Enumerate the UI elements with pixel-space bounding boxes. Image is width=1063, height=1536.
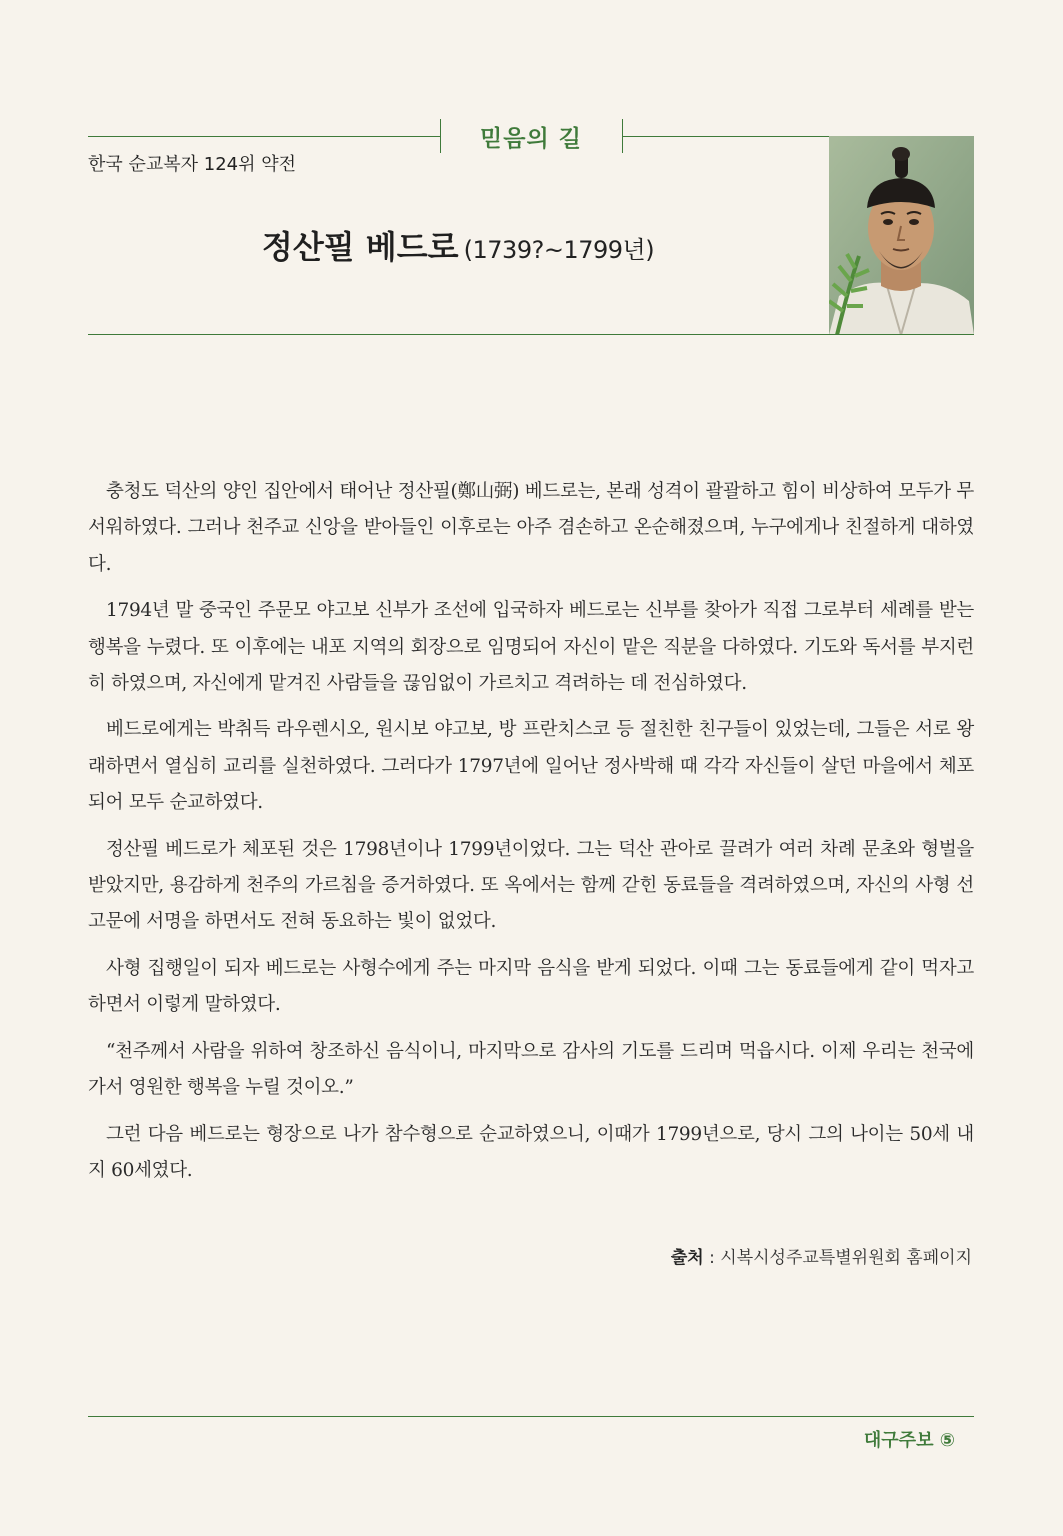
portrait-illustration — [829, 136, 974, 335]
source-text: 시복시성주교특별위원회 홈페이지 — [720, 1248, 972, 1268]
header-rule-left — [88, 136, 440, 137]
paragraph: 베드로에게는 박취득 라우렌시오, 원시보 야고보, 방 프란치스코 등 절친한 친구들이 있었는데, 그들은 서로 왕래하면서 열심히 교리를 실천하였다. 그러다가 1797년에 일어난 정사박해 때 각각 자신들이 살던 마을에서 체포되어 모두 순교하였다. — [88, 719, 974, 814]
paragraph: 사형 집행일이 되자 베드로는 사형수에게 주는 마지막 음식을 받게 되었다. 이때 그는 동료들에게 같이 먹자고 하면서 이렇게 말하였다. — [88, 957, 974, 1016]
paragraph: 충청도 덕산의 양인 집안에서 태어난 정산필(鄭山弼) 베드로는, 본래 성격이 괄괄하고 힘이 비상하여 모두가 무서워하였다. 그러나 천주교 신앙을 받아들인 이후로는 아주 겸손하고 온순해졌으며, 누구에게나 친절하게 대하였다. — [88, 481, 974, 575]
saint-years: (1739?~1799년) — [463, 236, 655, 264]
paragraph: 정산필 베드로가 체포된 것은 1798년이나 1799년이었다. 그는 덕산 관아로 끌려가 여러 차례 문초와 형벌을 받았지만, 용감하게 천주의 가르침을 증거하였다. 또 옥에서는 함께 갇힌 동료들을 격려하였으며, 자신의 사형 선고문에 서명을 하면서도 전혀 동요하는 빛이 없었다. — [88, 838, 974, 933]
source-separator: : — [703, 1248, 721, 1268]
article-title — [88, 222, 828, 268]
series-title: 한국 순교복자 124위 약전 — [88, 154, 297, 175]
footer — [864, 1426, 955, 1452]
footer-rule — [88, 1416, 974, 1417]
article-body — [88, 474, 974, 1199]
quote-paragraph: “천주께서 사람을 위하여 창조하신 음식이니, 마지막으로 감사의 기도를 드리며 먹읍시다. 이제 우리는 천국에 가서 영원한 행복을 누릴 것이오.” — [88, 1040, 974, 1099]
source-label: 출처 — [670, 1248, 704, 1268]
publication-name: 대구주보 — [863, 1430, 934, 1451]
saint-name: 정산필 베드로 — [261, 228, 459, 266]
source-credit — [671, 1243, 972, 1268]
page-number: ⑤ — [939, 1430, 955, 1451]
paragraph: 1794년 말 중국인 주문모 야고보 신부가 조선에 입국하자 베드로는 신부를 찾아가 직접 그로부터 세례를 받는 행복을 누렸다. 또 이후에는 내포 지역의 회장으로 임명되어 자신이 맡은 직분을 다하였다. 기도와 독서를 부지런히 하였으며, 자신에게 맡겨진 사람들을 끊임없이 가르치고 격려하는 데 전심하였다. — [88, 600, 974, 695]
saint-portrait-image — [829, 136, 974, 335]
header-bottom-rule — [88, 334, 974, 335]
section-title: 믿음의 길 — [480, 126, 582, 152]
paragraph: 그런 다음 베드로는 형장으로 나가 참수형으로 순교하였으니, 이때가 1799년으로, 당시 그의 나이는 50세 내지 60세였다. — [88, 1123, 974, 1181]
